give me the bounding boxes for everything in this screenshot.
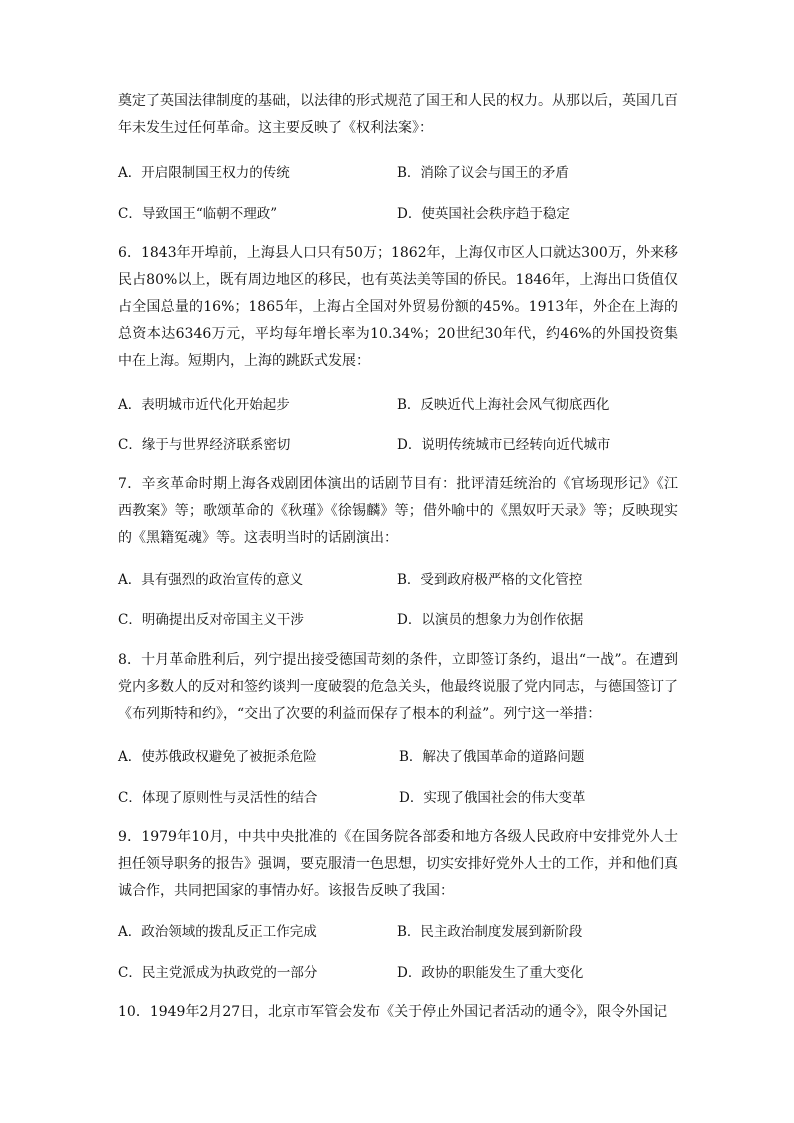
question-7-option-b: B．受到政府极严格的文化管控: [397, 572, 583, 588]
question-8-option-c: C．体现了原则性与灵活性的结合: [118, 790, 318, 806]
question-10-stem: 10．1949年2月27日，北京市军管会发布《关于停止外国记者活动的通令》，限令外国记: [118, 1004, 668, 1020]
question-9-option-d: D．政协的职能发生了重大变化: [397, 965, 584, 981]
question-8-option-b: B．解决了俄国革命的道路问题: [399, 749, 585, 765]
question-7-stem: 7．辛亥革命时期上海各戏剧团体演出的话剧节目有：批评清廷统治的《官场现形记》《江西教案》等；歌颂革命的《秋瑾》《徐锡麟》等；借外喻中的《黑奴吁天录》等；反映现实的《黑籍冤魂》等。这表明当时的话剧演出：: [118, 476, 678, 546]
question-5-option-c: C．导致国王“临朝不理政”: [118, 206, 278, 222]
question-7-option-a: A．具有强烈的政治宣传的意义: [118, 572, 304, 588]
question-8-option-a: A．使苏俄政权避免了被扼杀危险: [118, 749, 317, 765]
question-9-option-b: B．民主政治制度发展到新阶段: [397, 924, 583, 940]
question-5-option-b: B．消除了议会与国王的矛盾: [397, 165, 569, 181]
question-8-option-d: D．实现了俄国社会的伟大变革: [399, 790, 586, 806]
question-7-option-c: C．明确提出反对帝国主义干涉: [118, 612, 304, 628]
question-6-option-b: B．反映近代上海社会风气彻底西化: [397, 397, 610, 413]
question-7-option-d: D．以演员的想象力为创作依据: [397, 612, 584, 628]
question-6-option-c: C．缘于与世界经济联系密切: [118, 437, 291, 453]
question-9-option-c: C．民主党派成为执政党的一部分: [118, 965, 318, 981]
question-5-stem: 奠定了英国法律制度的基础，以法律的形式规范了国王和人民的权力。从那以后，英国几百年未发生过任何革命。这主要反映了《权利法案》：: [118, 93, 678, 136]
question-5-option-a: A．开启限制国王权力的传统: [118, 165, 290, 181]
question-6-stem: 6．1843年开埠前，上海县人口只有50万；1862年，上海仅市区人口就达300万，外来移民占80%以上，既有周边地区的移民，也有英法美等国的侨民。1846年，上海出口货值仅占全国总量的16%；1865年，上海占全国对外贸易份额的45%。1913年，外企在上海的总资本达6346万元，平均每年增长率为10.34%；20世纪30年代，约46%的外国投资集中在上海。短期内，上海的跳跃式发展：: [118, 245, 678, 369]
question-5-option-d: D．使英国社会秩序趋于稳定: [397, 206, 570, 222]
question-6-option-a: A．表明城市近代化开始起步: [118, 397, 290, 413]
question-9-stem: 9．1979年10月，中共中央批准的《在国务院各部委和地方各级人民政府中安排党外人士担任领导职务的报告》强调，要克服清一色思想，切实安排好党外人士的工作，并和他们真诚合作，共同把国家的事情办好。该报告反映了我国：: [118, 829, 678, 899]
question-9-option-a: A．政治领域的拨乱反正工作完成: [118, 924, 317, 940]
question-8-stem: 8．十月革命胜利后，列宁提出接受德国苛刻的条件，立即签订条约，退出“一战”。在遭到党内多数人的反对和签约谈判一度破裂的危急关头，他最终说服了党内同志，与德国签订了《布列斯特和约》，“交出了次要的利益而保存了根本的利益”。列宁这一举措：: [118, 652, 678, 722]
question-6-option-d: D．说明传统城市已经转向近代城市: [397, 437, 611, 453]
